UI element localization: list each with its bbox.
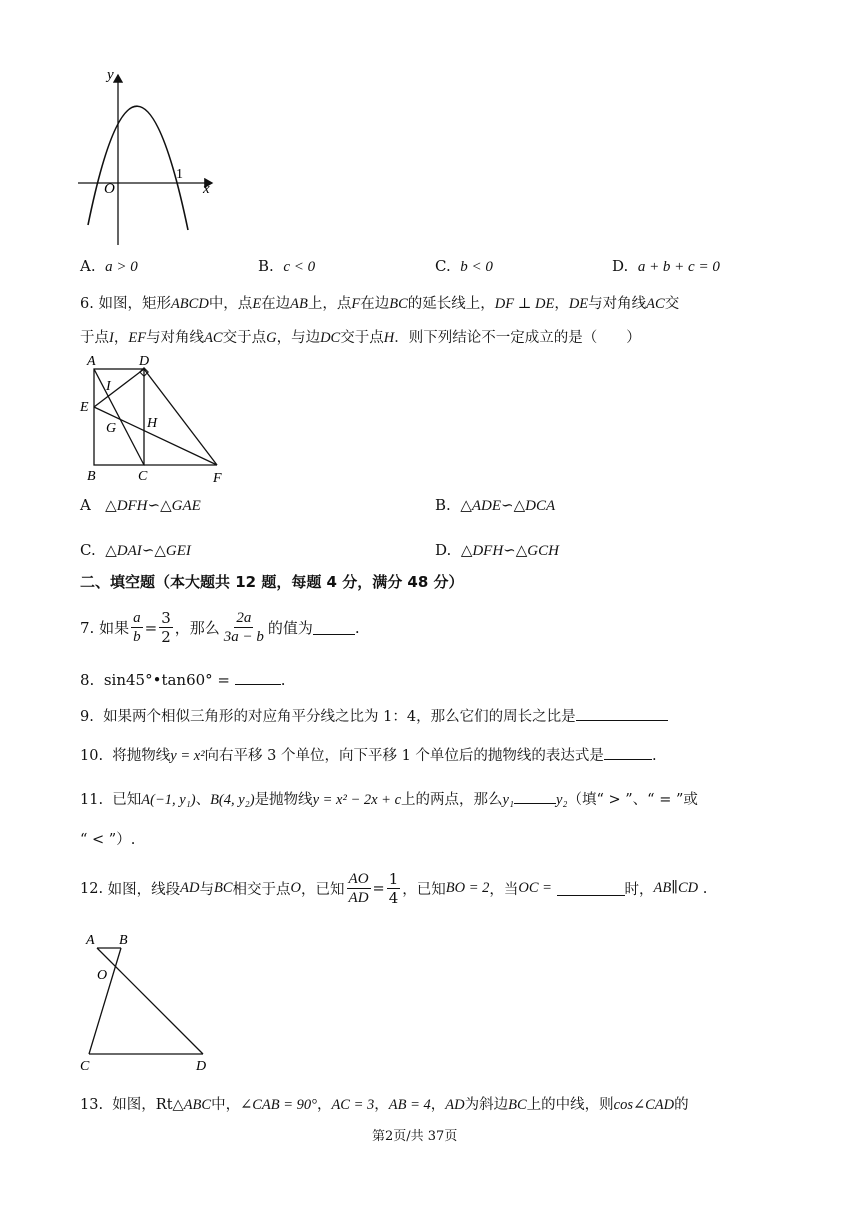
question-number: 13. bbox=[80, 1097, 104, 1113]
q11-line-1: 11. 已知A(−1, y₁)、B(4, y₂)是抛物线y = x² − 2x + c上的两点，那么y₁ y₂（填“ > ”、“ = ”或 bbox=[80, 788, 698, 809]
fraction-a-over-b: $\frac{a}{b}$ bbox=[133, 610, 141, 645]
parabola-graph bbox=[70, 65, 220, 250]
q6-option-a[interactable] bbox=[80, 496, 201, 515]
question-number: 8. bbox=[80, 671, 95, 689]
option-letter: D. bbox=[612, 257, 629, 275]
option-expr: △DFH∽△GCH bbox=[460, 543, 559, 559]
origin-label: O bbox=[104, 181, 115, 197]
q12-line: 12. 如图，线段 AD 与 BC 相交于点 O ，已知 $\frac{AO}{AD}$ = $\frac{1}{4}$ ，已知 BO = 2 ，当 OC = 时， AB∥CD . bbox=[80, 870, 708, 907]
label-a: A bbox=[86, 933, 95, 948]
answer-blank[interactable] bbox=[604, 745, 652, 760]
question-number: 6. bbox=[80, 296, 94, 312]
option-letter: C. bbox=[435, 257, 451, 275]
q6-option-d[interactable] bbox=[435, 541, 559, 560]
label-d: D bbox=[196, 1059, 207, 1074]
diagonal-ac bbox=[94, 369, 144, 465]
label-c: C bbox=[80, 1059, 90, 1074]
fraction-1-over-4: $\frac{1}{4}$ bbox=[388, 870, 399, 907]
q5-option-b[interactable] bbox=[258, 257, 315, 276]
label-o: O bbox=[97, 968, 108, 983]
answer-blank[interactable] bbox=[557, 881, 625, 896]
page-footer: 第2页/共 37页 bbox=[372, 1129, 458, 1144]
section-2-heading: 二、填空题（本大题共 12 题，每题 4 分，满分 48 分） bbox=[80, 573, 464, 591]
label-b: B bbox=[119, 933, 128, 948]
segment-ad bbox=[97, 948, 203, 1054]
segment-de bbox=[94, 369, 144, 407]
q6-option-c[interactable] bbox=[80, 541, 191, 560]
label-h: H bbox=[147, 416, 158, 431]
option-letter: C. bbox=[80, 541, 96, 559]
label-a: A bbox=[87, 354, 96, 369]
answer-blank[interactable] bbox=[514, 789, 556, 804]
q10-line: 10. 将抛物线y = x²向右平移 3 个单位，向下平移 1 个单位后的抛物线的表达式是 . bbox=[80, 744, 657, 765]
question-number: 11. bbox=[80, 792, 104, 808]
fraction-ao-over-ad: $\frac{AO}{AD}$ bbox=[348, 871, 369, 906]
q5-option-a[interactable] bbox=[80, 257, 138, 276]
q7-line: 7. 如果 $\frac{a}{b}$ = $\frac{3}{2}$ ，那么 $\frac{2a}{3a - b}$ 的值为 . bbox=[80, 609, 360, 646]
option-expr: a > 0 bbox=[105, 259, 138, 275]
fraction-3-over-2: $\frac{3}{2}$ bbox=[161, 609, 171, 646]
q6-line-1: 6. 如图，矩形ABCD中，点E在边AB上，点F在边BC的延长线上，DF ⊥ DE，DE与对角线AC交 bbox=[80, 296, 680, 312]
option-letter: A. bbox=[80, 257, 96, 275]
x-axis-label: x bbox=[203, 181, 210, 197]
option-expr: b < 0 bbox=[460, 259, 493, 275]
answer-blank[interactable] bbox=[576, 706, 668, 721]
label-c: C bbox=[138, 469, 148, 484]
q8-line: 8. sin45°•tan60° = . bbox=[80, 671, 286, 689]
option-letter: B. bbox=[258, 257, 274, 275]
option-letter: B. bbox=[435, 496, 451, 514]
q8-expression: sin45°•tan60° = bbox=[103, 671, 231, 689]
label-e: E bbox=[80, 400, 89, 415]
option-expr: △DAI∽△GEI bbox=[105, 543, 191, 559]
question-number: 9. bbox=[80, 709, 94, 725]
q12-figure bbox=[75, 928, 225, 1074]
q9-line: 9. 如果两个相似三角形的对应角平分线之比为 1：4，那么它们的周长之比是 bbox=[80, 705, 668, 726]
q5-option-c[interactable] bbox=[435, 257, 493, 276]
y-axis-label: y bbox=[107, 67, 114, 83]
q13-line: 13. 如图，Rt△ABC中，∠CAB = 90°，AC = 3，AB = 4，AD为斜边BC上的中线，则cos∠CAD的 bbox=[80, 1097, 689, 1113]
q6-option-b[interactable] bbox=[435, 496, 555, 515]
option-letter: A bbox=[80, 496, 91, 514]
q6-line-2: 于点I，EF与对角线AC交于点G，与边DC交于点H．则下列结论不一定成立的是（ ） bbox=[80, 330, 641, 346]
label-f: F bbox=[213, 471, 222, 486]
option-expr: △DFH∽△GAE bbox=[105, 498, 201, 514]
question-number: 12. bbox=[80, 880, 104, 897]
question-number: 7. bbox=[80, 618, 95, 637]
answer-blank[interactable] bbox=[235, 670, 281, 685]
label-b: B bbox=[87, 469, 96, 484]
option-expr: c < 0 bbox=[283, 259, 316, 275]
label-g: G bbox=[106, 421, 117, 436]
one-label: 1 bbox=[176, 167, 183, 182]
label-d: D bbox=[139, 354, 150, 369]
question-number: 10. bbox=[80, 748, 104, 764]
q11-line-2: “ < ”）. bbox=[80, 832, 136, 848]
fraction-2a-over-3a-minus-b: $\frac{2a}{3a - b}$ bbox=[223, 610, 264, 645]
option-expr: △ADE∽△DCA bbox=[460, 498, 556, 514]
parabola-curve bbox=[88, 106, 188, 230]
answer-blank[interactable] bbox=[313, 620, 355, 635]
label-i: I bbox=[106, 379, 111, 394]
q6-rectangle-figure bbox=[75, 352, 235, 487]
q5-option-d[interactable] bbox=[612, 257, 720, 276]
option-expr: a + b + c = 0 bbox=[637, 259, 720, 275]
segment-bc bbox=[89, 948, 121, 1054]
option-letter: D. bbox=[435, 541, 452, 559]
